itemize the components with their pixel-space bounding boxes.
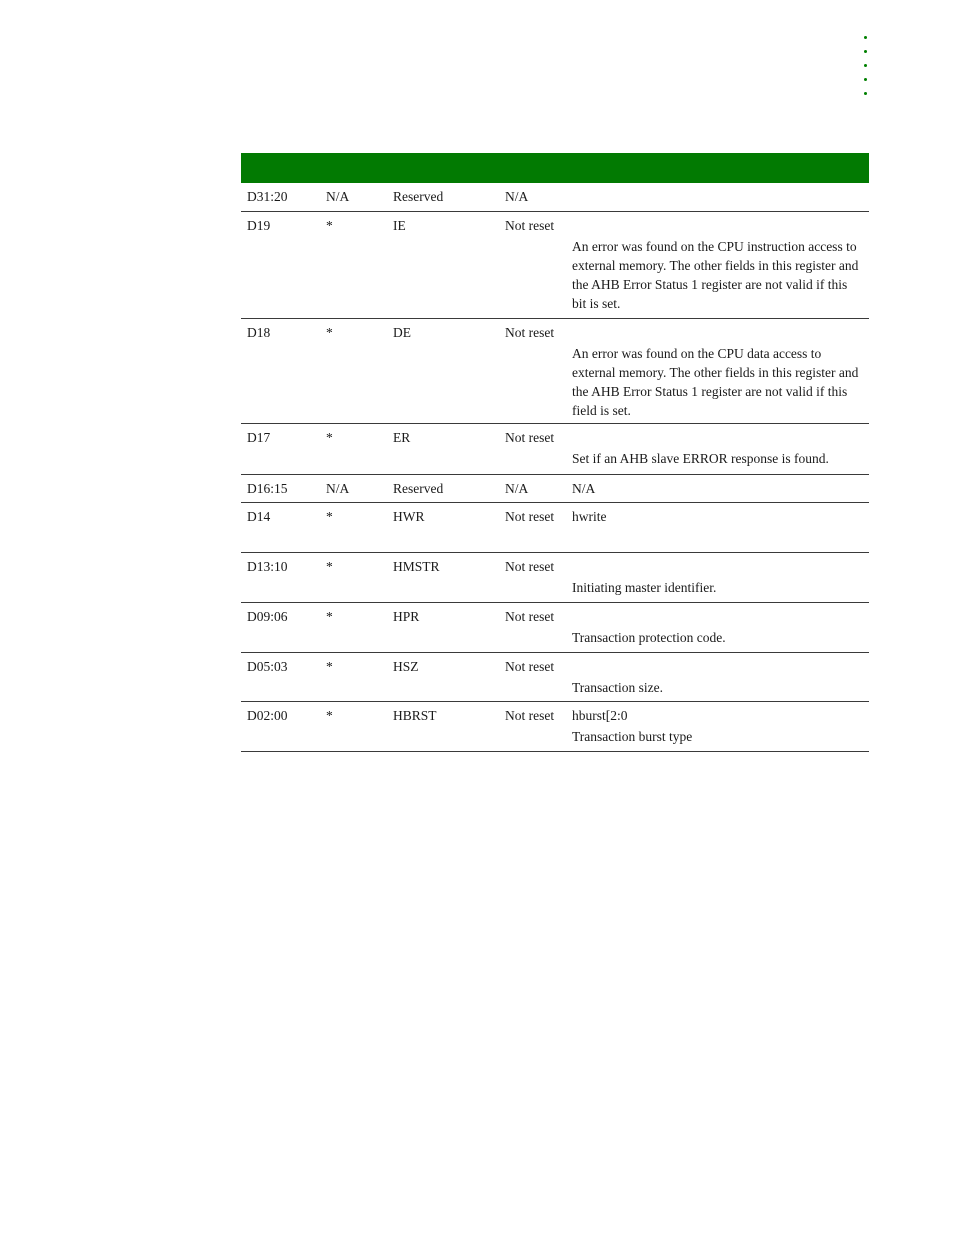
description-signal (572, 657, 864, 676)
margin-dot (864, 36, 867, 39)
description-cell (572, 507, 864, 528)
description-cell (572, 706, 864, 746)
access-cell: N/A (326, 189, 350, 204)
margin-dot (864, 92, 867, 95)
reset-cell: Not reset (505, 559, 555, 574)
description-cell (572, 187, 864, 208)
access-cell: N/A (326, 481, 350, 496)
table-row (241, 553, 869, 603)
table-row (241, 424, 869, 475)
reset-cell: Not reset (505, 509, 555, 524)
bits-cell: D17 (247, 430, 271, 445)
bits-cell: D18 (247, 325, 271, 340)
description-cell (572, 607, 864, 647)
access-cell: * (326, 430, 333, 445)
description-text: Initiating master identifier. (572, 580, 717, 595)
mnemonic-cell: HMSTR (393, 559, 440, 574)
bits-cell: D02:00 (247, 708, 288, 723)
access-cell: * (326, 659, 333, 674)
description-cell (572, 657, 864, 697)
mnemonic-cell: HBRST (393, 708, 437, 723)
margin-dot (864, 50, 867, 53)
table-row (241, 653, 869, 702)
mnemonic-cell: HPR (393, 609, 420, 624)
table-row (241, 319, 869, 424)
margin-dot (864, 78, 867, 81)
margin-dot-leader (864, 36, 870, 106)
reset-cell: Not reset (505, 659, 555, 674)
description-text: Transaction size. (572, 680, 663, 695)
reset-cell: Not reset (505, 218, 555, 233)
description-cell (572, 428, 864, 468)
bits-cell: D31:20 (247, 189, 288, 204)
description-signal: hburst[2:0 (572, 708, 628, 723)
reset-cell: Not reset (505, 609, 555, 624)
mnemonic-cell: IE (393, 218, 406, 233)
description-signal (572, 607, 864, 626)
description-signal: hwrite (572, 509, 607, 524)
table-row (241, 603, 869, 653)
description-signal (572, 187, 864, 206)
reset-cell: N/A (505, 189, 529, 204)
table-row (241, 702, 869, 752)
description-cell (572, 479, 864, 500)
table-row (241, 475, 869, 503)
description-signal (572, 323, 864, 342)
mnemonic-cell: DE (393, 325, 411, 340)
access-cell: * (326, 609, 333, 624)
access-cell: * (326, 325, 333, 340)
mnemonic-cell: HWR (393, 509, 425, 524)
mnemonic-cell: ER (393, 430, 411, 445)
description-text: An error was found on the CPU data access to external memory. The other fields in this register and the AHB Error Status 1 register are not valid if this field is set. (572, 346, 859, 418)
description-cell (572, 557, 864, 597)
description-signal (572, 428, 864, 447)
margin-dot (864, 64, 867, 67)
description-text: Transaction protection code. (572, 630, 726, 645)
reset-cell: N/A (505, 481, 529, 496)
description-cell (572, 216, 864, 313)
access-cell: * (326, 559, 333, 574)
description-cell (572, 323, 864, 420)
bits-cell: D19 (247, 218, 271, 233)
table-row (241, 503, 869, 553)
description-text: An error was found on the CPU instruction access to external memory. The other fields in this register and the AHB Error Status 1 register are not valid if this bit is set. (572, 239, 859, 311)
mnemonic-cell: Reserved (393, 189, 444, 204)
table-row (241, 183, 869, 212)
bits-cell: D13:10 (247, 559, 288, 574)
reset-cell: Not reset (505, 325, 555, 340)
reset-cell: Not reset (505, 430, 555, 445)
table-header-bar (241, 153, 869, 183)
bits-cell: D16:15 (247, 481, 288, 496)
description-signal (572, 557, 864, 576)
table-row (241, 212, 869, 319)
mnemonic-cell: Reserved (393, 481, 444, 496)
description-signal: N/A (572, 481, 596, 496)
description-text: Transaction burst type (572, 729, 693, 744)
access-cell: * (326, 708, 333, 723)
access-cell: * (326, 218, 333, 233)
description-text: Set if an AHB slave ERROR response is found. (572, 451, 829, 466)
register-bit-table (241, 153, 869, 752)
mnemonic-cell: HSZ (393, 659, 419, 674)
bits-cell: D14 (247, 509, 271, 524)
bits-cell: D05:03 (247, 659, 288, 674)
access-cell: * (326, 509, 333, 524)
bits-cell: D09:06 (247, 609, 288, 624)
description-signal (572, 216, 864, 235)
reset-cell: Not reset (505, 708, 555, 723)
